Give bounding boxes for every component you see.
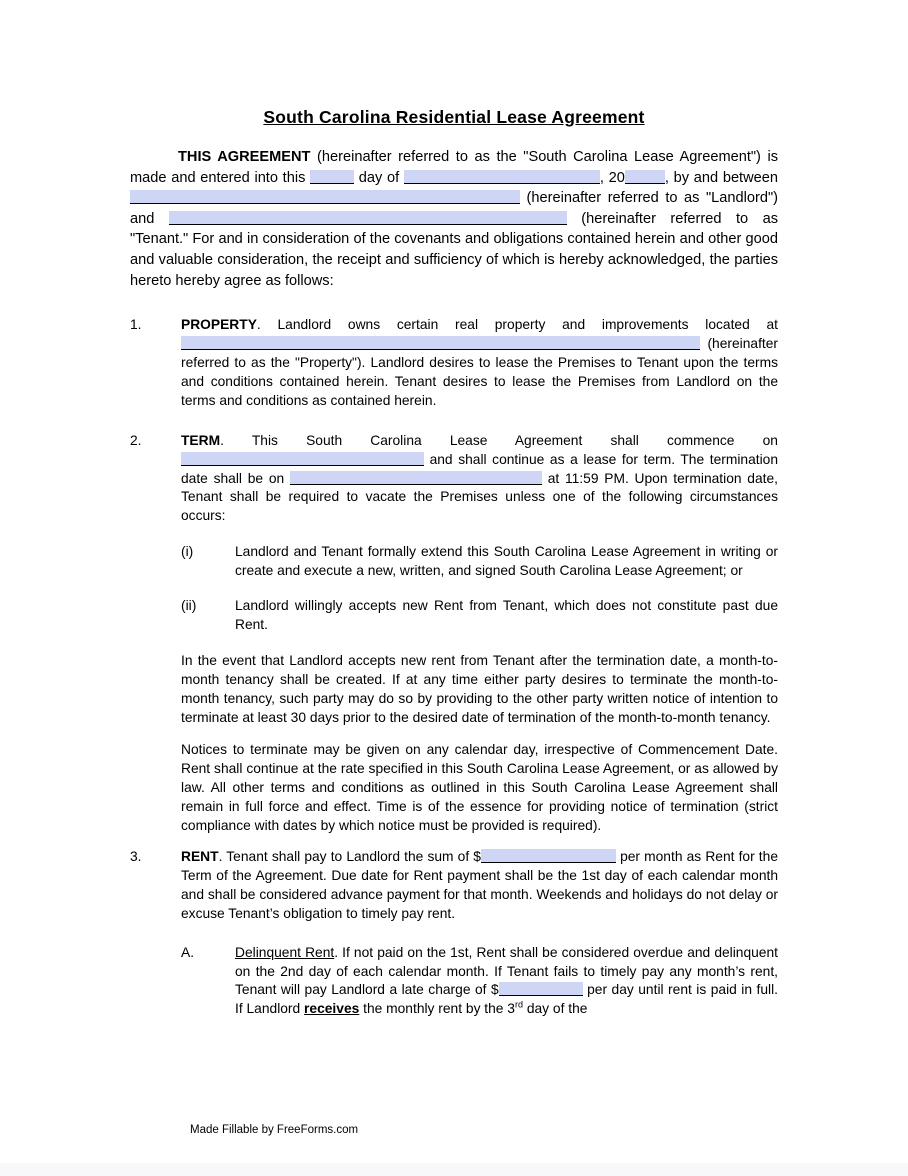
- year-field[interactable]: [625, 170, 665, 184]
- section-property: [130, 316, 778, 411]
- document-page: [130, 0, 778, 1019]
- section-term-heading: TERM: [181, 432, 221, 448]
- paragraph-notices: Notices to terminate may be given on any calendar day, irrespective of Commencement Date. Rent shall continue at the rate specified in this South Carolina Lease Agreement, or as allowed by law. All other terms and conditions as outlined in this South Carolina Lease Agreement shall remain in full force and effect. Time is of the essence for providing notice of termination (strict compliance with dates by which notice must be provided is required).: [181, 742, 778, 834]
- commencement-date-field[interactable]: [181, 452, 424, 466]
- section-rent-text-1: . Tenant shall pay to Landlord the sum of $: [218, 849, 481, 864]
- ordinal-superscript: rd: [514, 999, 523, 1010]
- subsection-delinquent-rent-marker: A.: [181, 944, 195, 960]
- section-term-number: 2.: [130, 432, 142, 448]
- section-property-text-2: (hereinafter referred to as the "Property"). Landlord desires to lease the Premises to Tenant upon the terms and conditions contained herein. Tenant desires to lease the Premises from Landlord on the terms and conditions as contained herein.: [181, 336, 778, 408]
- intro-text-3: , 20: [599, 169, 625, 186]
- term-condition-item-i-marker: (i): [181, 544, 194, 560]
- section-term-text-2: and shall continue as a lease for term. The termination date shall be on: [181, 451, 778, 486]
- page-bottom-edge: [0, 1163, 908, 1176]
- paragraph-month-to-month: In the event that Landlord accepts new rent from Tenant after the termination date, a month-to-month tenancy shall be created. If at any time either party desires to terminate the month-to-month tenancy, such party may do so by providing to the other party written notice of intention to terminate at least 30 days prior to the desired date of termination of the month-to-month tenancy.: [181, 652, 778, 725]
- late-charge-field[interactable]: [499, 982, 583, 996]
- receives-emphasis: receives: [304, 1001, 360, 1017]
- delinquent-rent-text-4: day of the: [523, 1001, 588, 1017]
- month-field[interactable]: [404, 170, 600, 184]
- section-term: [130, 432, 778, 527]
- section-property-heading: PROPERTY: [181, 317, 257, 333]
- delinquent-rent-text-1: . If not paid on the 1st, Rent shall be considered overdue and delinquent on the 2nd day of each calendar month. If Tenant fails to timely pay any month’s rent, Tenant will pay Landlord a late charge of $: [235, 944, 778, 998]
- term-condition-item-i: [130, 543, 778, 581]
- section-rent-text-2: per month as Rent for the Term of the Agreement. Due date for Rent payment shall be the 1st day of each calendar month and shall be considered advance payment for that month. Weekends and holidays do not delay or excuse Tenant’s obligation to timely pay rent.: [181, 849, 778, 921]
- section-property-number: 1.: [130, 317, 142, 333]
- section-rent-heading: RENT: [181, 849, 219, 864]
- section-term-text-1: . This South Carolina Lease Agreement shall commence on: [220, 432, 778, 448]
- intro-text-6: (hereinafter referred to as "Tenant." For and in consideration of the covenants and obligations contained herein and other good and valuable consideration, the receipt and sufficiency of which is hereby acknowledged, the parties hereto hereby agree as follows:: [130, 210, 779, 289]
- intro-text-1: (hereinafter referred to as the "South Carolina Lease Agreement") is made and entered into this: [130, 149, 778, 186]
- term-condition-item-ii-marker: (ii): [181, 598, 197, 614]
- term-condition-item-i-text: Landlord and Tenant formally extend this South Carolina Lease Agreement in writing or create and execute a new, written, and signed South Carolina Lease Agreement; or: [235, 544, 778, 579]
- intro-text-4: , by and between: [664, 169, 778, 186]
- section-property-text-1: . Landlord owns certain real property and improvements located at: [256, 317, 778, 333]
- delinquent-rent-text-3: the monthly rent by the 3: [359, 1001, 515, 1017]
- section-rent: [130, 848, 778, 924]
- delinquent-rent-text-2: per day until rent is paid in full. If Landlord: [235, 982, 778, 1017]
- tenant-name-field[interactable]: [169, 211, 567, 225]
- intro-lead: THIS AGREEMENT: [178, 149, 311, 165]
- termination-date-field[interactable]: [290, 471, 542, 485]
- delinquent-rent-heading: Delinquent Rent: [235, 944, 335, 960]
- property-address-field[interactable]: [181, 336, 700, 350]
- page-footer: Made Fillable by FreeForms.com: [190, 1124, 359, 1136]
- day-field[interactable]: [310, 170, 354, 184]
- monthly-rent-field[interactable]: [481, 849, 616, 863]
- intro-paragraph: [130, 147, 778, 291]
- section-term-text-3: at 11:59 PM. Upon termination date, Tenant shall be required to vacate the Premises unless one of the following circumstances occurs:: [181, 470, 778, 524]
- section-rent-number: 3.: [130, 849, 142, 864]
- term-condition-item-ii: [130, 597, 778, 635]
- landlord-name-field[interactable]: [130, 190, 520, 204]
- subsection-delinquent-rent: [130, 944, 778, 1020]
- intro-text-2: day of: [354, 169, 404, 186]
- intro-text-5: (hereinafter referred to as "Landlord") and: [130, 190, 778, 227]
- term-condition-item-ii-text: Landlord willingly accepts new Rent from Tenant, which does not constitute past due Rent.: [235, 598, 778, 632]
- page-title: South Carolina Residential Lease Agreement: [263, 107, 645, 127]
